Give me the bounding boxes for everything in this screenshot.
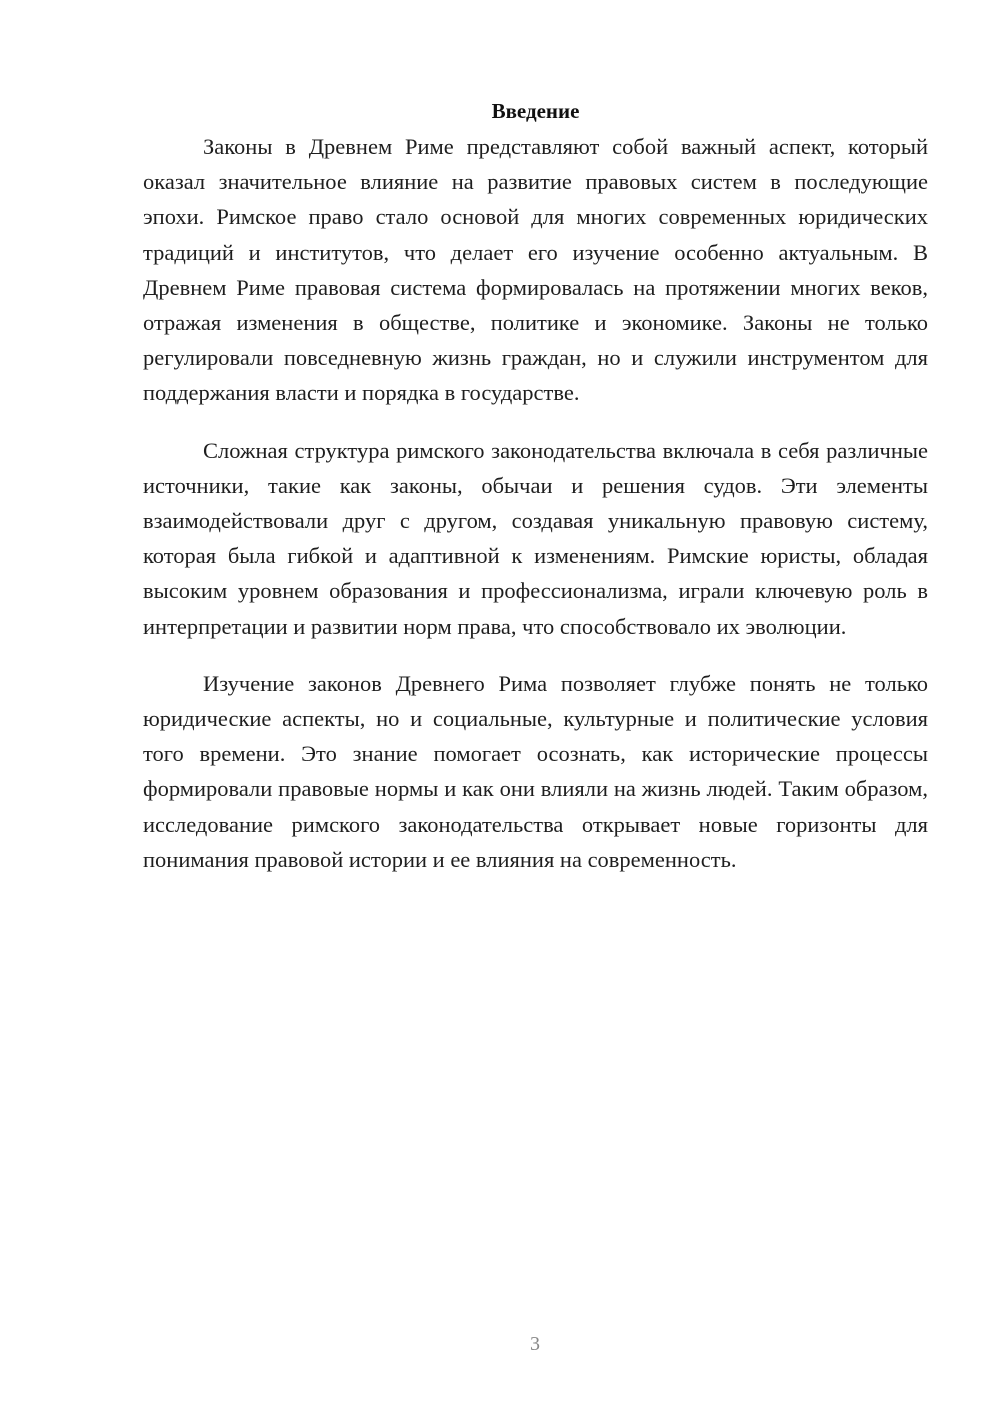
page-content — [143, 94, 928, 899]
paragraph-1: Законы в Древнем Риме представляют собой важный аспект, который оказал значительное влияние на развитие правовых систем в последующие эпохи. Римское право стало основой для многих современных юридических традиций и институтов, что делает его изучение особенно актуальным. В Древнем Риме правовая система формировалась на протяжении многих веков, отражая изменения в обществе, политике и экономике. Законы не только регулировали повседневную жизнь граждан, но и служили инструментом для поддержания власти и порядка в государстве. — [143, 134, 928, 406]
paragraph-3: Изучение законов Древнего Рима позволяет глубже понять не только юридические аспекты, но и социальные, культурные и политические условия того времени. Это знание помогает осознать, как исторические процессы формировали правовые нормы и как они влияли на жизнь людей. Таким образом, исследование римского законодательства открывает новые горизонты для понимания правовой истории и ее влияния на современность. — [143, 670, 928, 872]
paragraph-2: Сложная структура римского законодательства включала в себя различные источники, такие как законы, обычаи и решения судов. Эти элементы взаимодействовали друг с другом, создавая уникальную правовую систему, которая была гибкой и адаптивной к изменениям. Римские юристы, обладая высоким уровнем образования и профессионализма, играли ключевую роль в интерпретации и развитии норм права, что способствовало их эволюции. — [143, 437, 928, 639]
page-number: 3 — [530, 1333, 540, 1355]
section-title: Введение — [491, 99, 580, 123]
